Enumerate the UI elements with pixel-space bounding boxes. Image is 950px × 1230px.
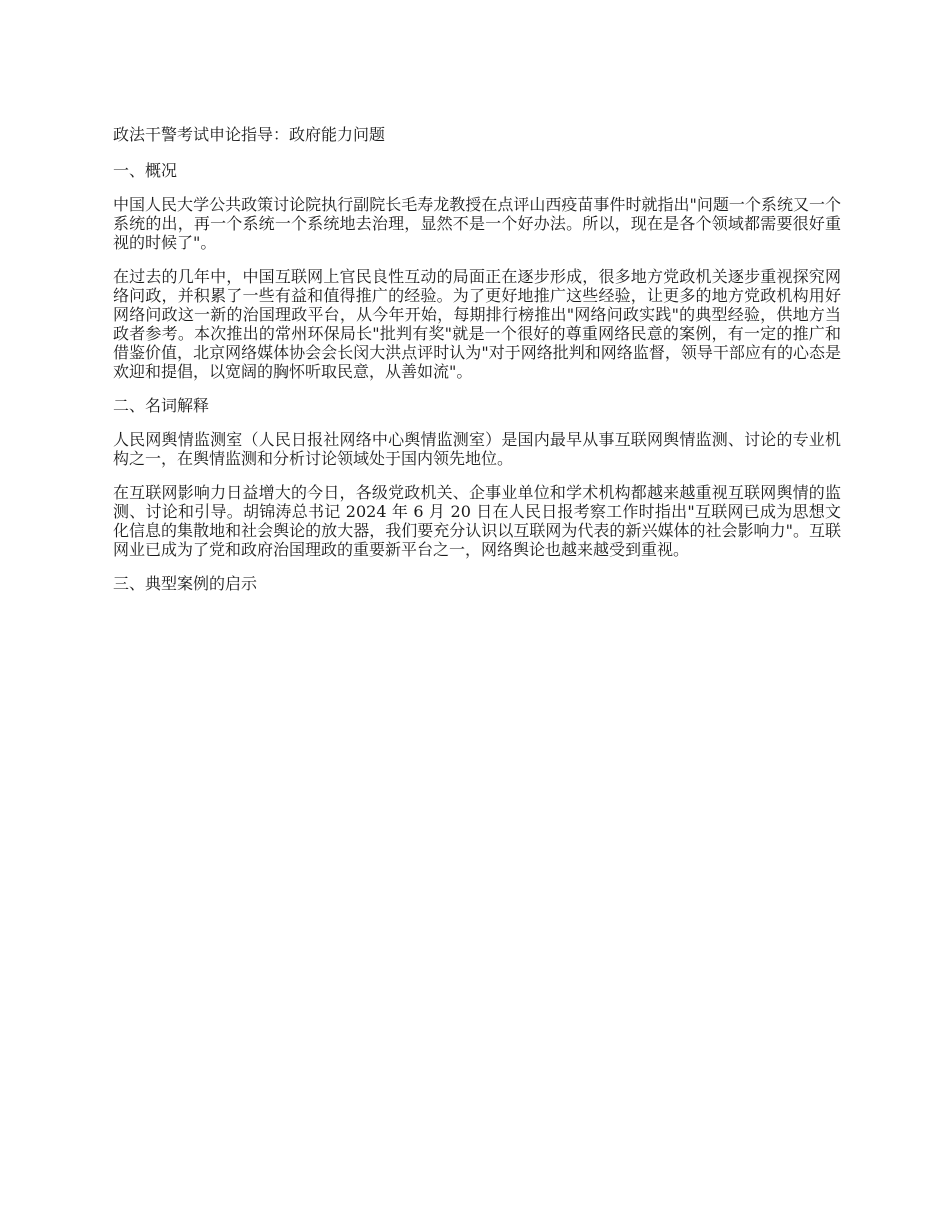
paragraph: 在过去的几年中，中国互联网上官民良性互动的局面正在逐步形成，很多地方党政机关逐步重视探究网络问政，并积累了一些有益和值得推广的经验。为了更好地推广这些经验，让更多的地方党政机构用好网络问政这一新的治国理政平台，从今年开始，每期排行榜推出"网络问政实践"的典型经验，供地方当政者参考。本次推出的常州环保局长"批判有奖"就是一个很好的尊重网络民意的案例，有一定的推广和借鉴价值，北京网络媒体协会会长闵大洪点评时认为"对于网络批判和网络监督，领导干部应有的心态是欢迎和提倡，以宽阔的胸怀听取民意，从善如流"。 (113, 267, 841, 381)
paragraph: 中国人民大学公共政策讨论院执行副院长毛寿龙教授在点评山西疫苗事件时就指出"问题一个系统又一个系统的出，再一个系统一个系统地去治理，显然不是一个好办法。所以，现在是各个领域都需要很好重视的时候了"。 (113, 195, 841, 252)
paragraph: 人民网舆情监测室（人民日报社网络中心舆情监测室）是国内最早从事互联网舆情监测、讨论的专业机构之一，在舆情监测和分析讨论领域处于国内领先地位。 (113, 430, 841, 468)
section-heading-terms: 二、名词解释 (113, 396, 210, 415)
paragraph: 在互联网影响力日益增大的今日，各级党政机关、企事业单位和学术机构都越来越重视互联网舆情的监测、讨论和引导。胡锦涛总书记 2024 年 6 月 20 日在人民日报考察工作时指出"互联网已成为思想文化信息的集散地和社会舆论的放大器，我们要充分认识以互联网为代表的新兴媒体的社会影响力"。互联网业已成为了党和政府治国理政的重要新平台之一，网络舆论也越来越受到重视。 (113, 483, 841, 559)
section-heading-overview: 一、概况 (113, 161, 178, 180)
document-title: 政法干警考试申论指导：政府能力问题 (113, 125, 386, 144)
section-heading-cases: 三、典型案例的启示 (113, 574, 258, 593)
document-body (113, 125, 841, 608)
